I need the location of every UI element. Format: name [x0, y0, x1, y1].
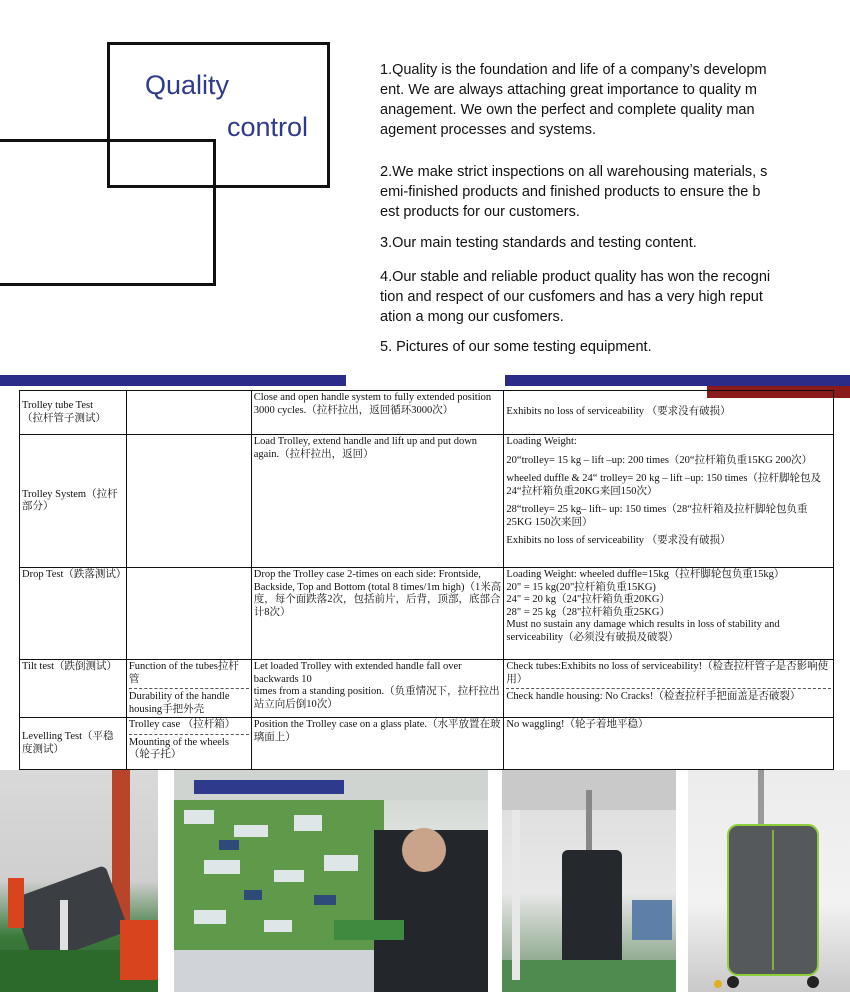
- result-line: Loading Weight: wheeled duffle=15kg（拉杆脚轮包负重15kg）: [506, 569, 785, 580]
- test-result: Exhibits no loss of serviceability （要求没有破损）: [504, 391, 834, 435]
- result-line: 28" = 25 kg（28"拉杆箱负重25KG）: [506, 606, 670, 618]
- equipment-photo-2: [174, 770, 488, 992]
- title-frame-lower: [0, 139, 216, 286]
- test-subitem: [126, 660, 251, 718]
- result-line: Exhibits no loss of serviceability （要求没有破损）: [506, 535, 731, 546]
- result-tubes: Check tubes:Exhibits no loss of serviceability!（检查拉杆管子是否影响使用）: [506, 661, 829, 685]
- table-row: [20, 718, 834, 770]
- divider-stripe-right: [505, 375, 850, 386]
- test-subitem: [126, 718, 251, 770]
- test-method: Drop the Trolley case 2-times on each side: Frontside, Backside, Top and Bottom (total 8 times/1m high)（1米高度，每个面跌落2次，包括前片，后背，顶部，底部合计8次）: [251, 568, 504, 660]
- test-subitem: [126, 391, 251, 435]
- result-line: 20“trolley= 15 kg – lift –up: 200 times（20“拉杆箱负重15KG 200次）: [506, 454, 813, 466]
- result-line: wheeled duffle & 24“ trolley= 20 kg – lift –up: 150 times（拉杆脚轮包及24“拉杆箱负重20KG来回150次）: [506, 473, 821, 497]
- equipment-photo-1: [0, 770, 158, 992]
- intro-paragraph-2: 2.We make strict inspections on all warehousing materials, s emi-finished products and finished products to ensure the b est products for our customers.: [380, 164, 768, 220]
- result-line: Must no sustain any damage which results in loss of stability and serviceability（必须没有破损及破裂）: [506, 619, 780, 643]
- title-control: control: [227, 112, 309, 142]
- testing-standards-table: [19, 390, 834, 770]
- photo-trolley-case-illustration: [688, 770, 850, 992]
- test-method: Close and open handle system to fully extended position 3000 cycles.（拉杆拉出，返回循环3000次）: [251, 391, 504, 435]
- intro-paragraph-1: 1.Quality is the foundation and life of a company’s developm ent. We are always attaching great importance to quality m anagement. We own the perfect and complete quality man agement processes and systems.: [380, 62, 767, 138]
- subitem-tubes: Function of the tubes拉杆管: [128, 661, 239, 685]
- photo-fabric-inspection-illustration: [174, 770, 488, 992]
- test-subitem: [126, 568, 251, 660]
- table-row: [20, 568, 834, 660]
- subitem-handle-housing: Durability of the handle housing手把外壳: [129, 688, 249, 716]
- table-row: [20, 660, 834, 718]
- intro-paragraph-5: 5. Pictures of our some testing equipment.: [380, 339, 652, 355]
- test-method: Position the Trolley case on a glass plate.（水平放置在玻璃面上）: [251, 718, 504, 770]
- table-row: [20, 435, 834, 568]
- equipment-photo-3: [502, 770, 676, 992]
- test-name: Trolley tube Test （拉杆管子测试）: [20, 391, 127, 435]
- test-result: No waggling!（轮子着地平稳）: [504, 718, 834, 770]
- result-handle-housing: Check handle housing: No Cracks!（检查拉杆手把面盖是否破裂）: [506, 688, 831, 704]
- test-subitem: [126, 435, 251, 568]
- test-result: [504, 435, 834, 568]
- photo-lift-tester-illustration: [502, 770, 676, 992]
- title-quality: Quality: [145, 70, 230, 100]
- result-line: 28“trolley= 25 kg– lift– up: 150 times（28“拉杆箱及拉杆脚轮包负重25KG 150次来回）: [506, 504, 808, 528]
- equipment-photo-4: [688, 770, 850, 992]
- test-result: [504, 660, 834, 718]
- subitem-wheel-mounting: Mounting of the wheels （轮子托）: [129, 734, 249, 762]
- table-row: [20, 391, 834, 435]
- test-method: Let loaded Trolley with extended handle fall over backwards 10 times from a standing position.（负重情况下，拉杆拉出站立向后倒10次）: [251, 660, 504, 718]
- divider-stripe-left: [0, 375, 346, 386]
- test-name: Drop Test（跌落测试）: [20, 568, 127, 660]
- test-method: Load Trolley, extend handle and lift up and put down again.（拉杆拉出，返回）: [251, 435, 504, 568]
- subitem-trolley-case: Trolley case （拉杆箱）: [128, 719, 236, 730]
- result-line: 20" = 15 kg(20"拉杆箱负重15KG): [506, 581, 656, 593]
- test-name: Trolley System（拉杆部分）: [20, 435, 127, 568]
- photo-trolley-tester-illustration: [0, 770, 158, 992]
- test-name: Tilt test（跌倒测试）: [20, 660, 127, 718]
- intro-paragraph-4: 4.Our stable and reliable product quality has won the recogni tion and respect of our cusfomers and has a very high reput ation a mong our cusfomers.: [380, 269, 771, 325]
- result-line: Loading Weight:: [506, 436, 577, 447]
- result-line: 24" = 20 kg（24"拉杆箱负重20KG）: [506, 594, 670, 605]
- intro-paragraph-3: 3.Our main testing standards and testing content.: [380, 235, 697, 251]
- test-name: Levelling Test（平稳度测试）: [20, 718, 127, 770]
- test-result: [504, 568, 834, 660]
